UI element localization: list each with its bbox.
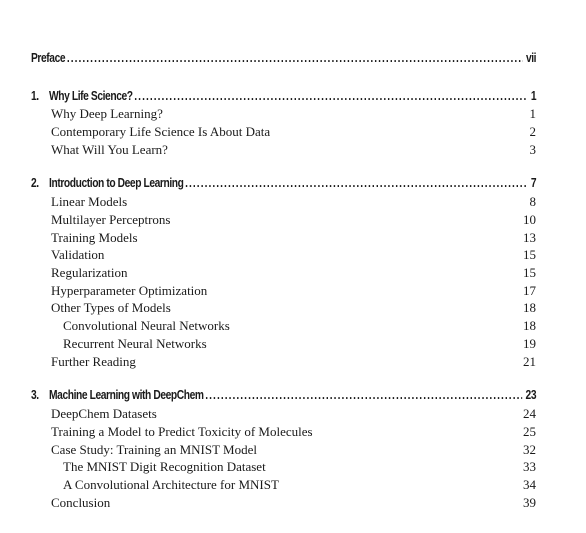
toc-preface-label: Preface: [31, 51, 66, 65]
toc-section-entry[interactable]: [31, 495, 536, 511]
chapter-number: 1.: [31, 89, 39, 103]
section-title: Multilayer Perceptrons: [51, 212, 171, 227]
section-title: Other Types of Models: [51, 300, 171, 315]
section-page: 2: [529, 124, 536, 139]
toc-section-entry[interactable]: [31, 354, 536, 370]
toc-subsection-entry[interactable]: [31, 459, 536, 475]
chapter-page: 23: [525, 388, 537, 402]
section-page: 39: [523, 495, 536, 510]
toc-section-entry[interactable]: [31, 106, 536, 122]
section-title: Regularization: [51, 265, 128, 280]
chapter-page: 7: [530, 176, 537, 190]
section-title: Recurrent Neural Networks: [63, 336, 207, 351]
toc-section-entry[interactable]: [31, 212, 536, 228]
chapter-title: Machine Learning with DeepChem: [49, 388, 204, 402]
section-page: 18: [523, 300, 536, 315]
section-page: 25: [523, 424, 536, 439]
section-page: 32: [523, 442, 536, 457]
toc-subsection-entry[interactable]: [31, 318, 536, 334]
chapter-number: 2.: [31, 176, 39, 190]
section-title: Convolutional Neural Networks: [63, 318, 230, 333]
toc-section-entry[interactable]: [31, 194, 536, 210]
section-title: Contemporary Life Science Is About Data: [51, 124, 271, 139]
toc-section-entry[interactable]: [31, 300, 536, 316]
chapter-number: 3.: [31, 388, 39, 402]
section-page: 17: [523, 283, 536, 298]
toc-preface-page: vii: [525, 51, 537, 65]
toc-section-entry[interactable]: [31, 442, 536, 458]
section-page: 3: [529, 142, 536, 157]
section-title: A Convolutional Architecture for MNIST: [63, 477, 279, 492]
section-page: 21: [523, 354, 536, 369]
section-title: Case Study: Training an MNIST Model: [51, 442, 257, 457]
section-title: What Will You Learn?: [51, 142, 168, 157]
section-title: Training Models: [51, 230, 138, 245]
toc-preface-entry[interactable]: [31, 51, 536, 65]
section-page: 24: [523, 406, 536, 421]
chapter-title: Introduction to Deep Learning: [49, 176, 184, 190]
toc-chapter-1-entry[interactable]: [31, 89, 536, 103]
section-title: The MNIST Digit Recognition Dataset: [63, 459, 266, 474]
section-title: DeepChem Datasets: [51, 406, 157, 421]
toc-section-entry[interactable]: [31, 406, 536, 422]
dot-leader: [185, 176, 527, 190]
toc-section-entry[interactable]: [31, 247, 536, 263]
toc-section-entry[interactable]: [31, 265, 536, 281]
dot-leader: [205, 388, 522, 402]
toc-section-entry[interactable]: [31, 424, 536, 440]
section-title: Further Reading: [51, 354, 136, 369]
section-title: Why Deep Learning?: [51, 106, 163, 121]
section-title: Training a Model to Predict Toxicity of Molecules: [51, 424, 313, 439]
chapter-page: 1: [530, 89, 537, 103]
dot-leader: [134, 89, 527, 103]
toc-chapter-2-entry[interactable]: [31, 176, 536, 190]
toc-subsection-entry[interactable]: [31, 336, 536, 352]
section-page: 15: [523, 247, 536, 262]
section-page: 19: [523, 336, 536, 351]
section-title: Validation: [51, 247, 105, 262]
toc-subsection-entry[interactable]: [31, 477, 536, 493]
section-page: 13: [523, 230, 536, 245]
section-page: 10: [523, 212, 536, 227]
toc-section-entry[interactable]: [31, 230, 536, 246]
toc-section-entry[interactable]: [31, 142, 536, 158]
toc-section-entry[interactable]: [31, 124, 536, 140]
chapter-title: Why Life Science?: [49, 89, 133, 103]
section-page: 18: [523, 318, 536, 333]
section-title: Linear Models: [51, 194, 128, 209]
section-title: Hyperparameter Optimization: [51, 283, 208, 298]
section-page: 8: [529, 194, 536, 209]
section-page: 34: [523, 477, 536, 492]
toc-chapter-3-entry[interactable]: [31, 388, 536, 402]
section-page: 33: [523, 459, 536, 474]
section-page: 1: [529, 106, 536, 121]
section-page: 15: [523, 265, 536, 280]
dot-leader: [67, 51, 523, 65]
section-title: Conclusion: [51, 495, 111, 510]
toc-section-entry[interactable]: [31, 283, 536, 299]
